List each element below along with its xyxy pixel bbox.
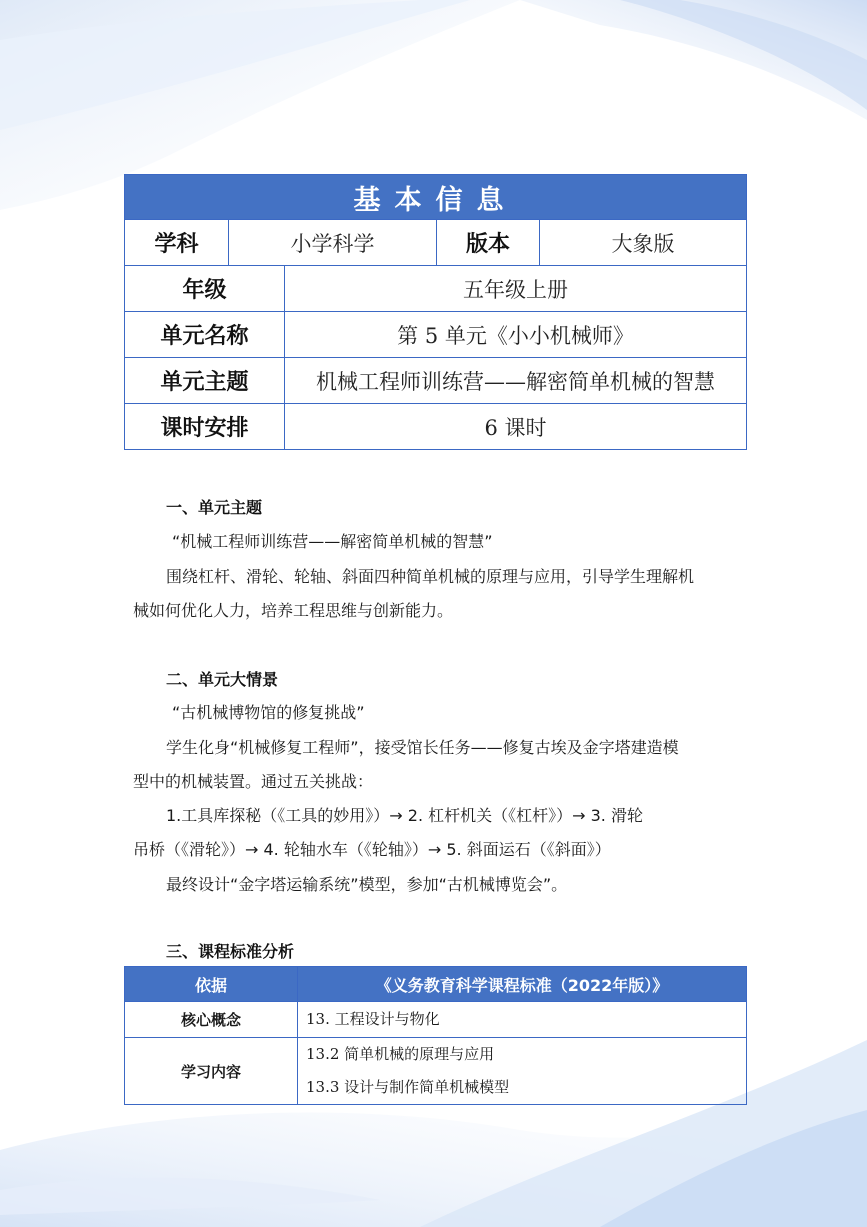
section1-title: 一、单元主题 bbox=[166, 498, 263, 517]
row-key: 学习内容 bbox=[125, 1038, 298, 1105]
section2-line-3: 1.工具库探秘（《工具的妙用》）→ 2. 杠杆机关（《杠杆》）→ 3. 滑轮 bbox=[166, 806, 643, 825]
basic-info-table bbox=[124, 174, 747, 450]
curriculum-standard-table bbox=[124, 966, 747, 1105]
section1-line-2: 械如何优化人力，培养工程思维与创新能力。 bbox=[133, 601, 454, 620]
row-value-line: 13.3 设计与制作简单机械模型 bbox=[306, 1078, 510, 1096]
row-value-line: 13.2 简单机械的原理与应用 bbox=[306, 1045, 495, 1063]
subject-label: 学科 bbox=[125, 220, 229, 266]
basic-info-header: 基本信息 bbox=[125, 175, 747, 220]
section1-line-1: 围绕杠杆、滑轮、轮轴、斜面四种简单机械的原理与应用，引导学生理解机 bbox=[166, 567, 695, 586]
section2-line-5: 最终设计“金字塔运输系统”模型，参加“古机械博览会”。 bbox=[166, 875, 568, 894]
section2-quote: “古机械博物馆的修复挑战” bbox=[172, 703, 365, 722]
schedule-value: 6 课时 bbox=[285, 404, 747, 450]
grade-label: 年级 bbox=[125, 266, 285, 312]
section2-title: 二、单元大情景 bbox=[166, 670, 279, 689]
unit-theme-value: 机械工程师训练营——解密简单机械的智慧 bbox=[285, 358, 747, 404]
section2-line-1: 学生化身“机械修复工程师”，接受馆长任务——修复古埃及金字塔建造模 bbox=[166, 738, 679, 757]
table-row bbox=[125, 1002, 747, 1038]
row-key: 核心概念 bbox=[125, 1002, 298, 1038]
standard-col2-header: 《义务教育科学课程标准（2022年版）》 bbox=[298, 967, 747, 1002]
edition-label: 版本 bbox=[437, 220, 540, 266]
edition-value: 大象版 bbox=[540, 220, 747, 266]
standard-col1-header: 依据 bbox=[125, 967, 298, 1002]
subject-value: 小学科学 bbox=[229, 220, 437, 266]
unit-name-label: 单元名称 bbox=[125, 312, 285, 358]
section2-line-4: 吊桥（《滑轮》）→ 4. 轮轴水车（《轮轴》）→ 5. 斜面运石（《斜面》） bbox=[133, 840, 611, 859]
row-value bbox=[298, 1038, 747, 1105]
row-value-line: 13. 工程设计与物化 bbox=[306, 1010, 440, 1028]
unit-name-value: 第 5 单元《小小机械师》 bbox=[285, 312, 747, 358]
row-value bbox=[298, 1002, 747, 1038]
grade-value: 五年级上册 bbox=[285, 266, 747, 312]
section2-line-2: 型中的机械装置。通过五关挑战： bbox=[133, 772, 374, 791]
section1-quote: “机械工程师训练营——解密简单机械的智慧” bbox=[172, 532, 493, 551]
unit-theme-label: 单元主题 bbox=[125, 358, 285, 404]
schedule-label: 课时安排 bbox=[125, 404, 285, 450]
section3-title: 三、课程标准分析 bbox=[166, 942, 295, 961]
table-row bbox=[125, 1038, 747, 1105]
